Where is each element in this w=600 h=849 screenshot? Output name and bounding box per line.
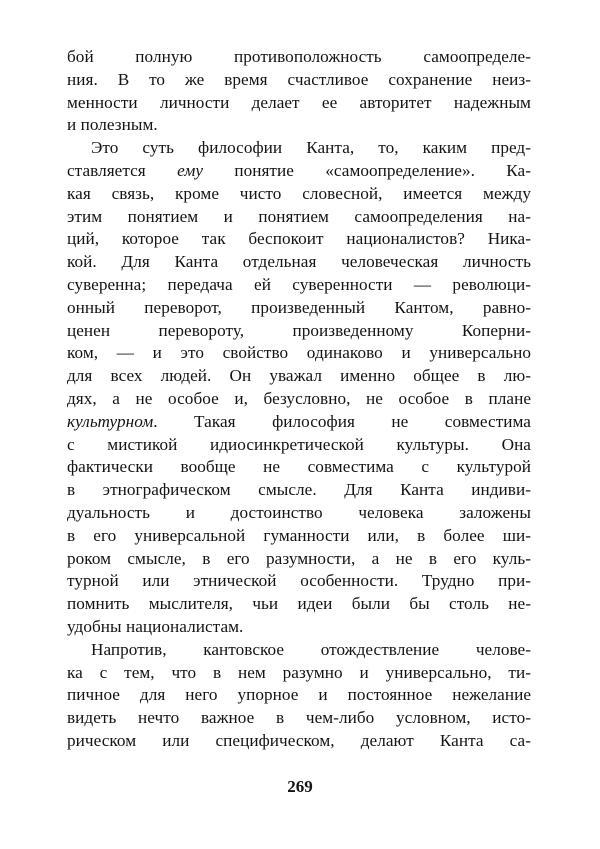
page-body (67, 46, 531, 753)
page-number: 269 (287, 777, 313, 796)
text-line: фактически вообще не совместима с культурой (67, 457, 531, 477)
text-line: турной или этнической особенности. Трудно при- (67, 571, 531, 591)
text-line: Напротив, кантовское отождествление челове- (91, 639, 531, 659)
text-line: помнить мыслителя, чьи идеи были бы столь не- (67, 594, 531, 614)
text-line: видеть нечто важное в чем-либо условном, исто- (67, 708, 531, 728)
emphasis: культурном (67, 411, 154, 431)
text-line: с мистикой идиосинкретической культуры. Она (67, 434, 531, 454)
text-line: ния. В то же время счастливое сохранение неиз- (67, 69, 531, 89)
text-line: пичное для него упорное и постоянное нежелание (67, 685, 531, 705)
text-line: онный переворот, произведенный Кантом, равно- (67, 297, 531, 317)
text-line: суверенна; передача ей суверенности — революци- (67, 274, 531, 294)
text-line: дуальность и достоинство человека заложены (67, 502, 531, 522)
text-line: кая связь, кроме чисто словесной, имеется между (67, 183, 531, 203)
text-line: удобны националистам. (67, 616, 244, 636)
text-line: менности личности делает ее авторитет надежным (67, 92, 531, 112)
paragraph-3 (67, 639, 531, 753)
text-line: для всех людей. Он уважал именно общее в лю- (67, 366, 531, 386)
text-line: в его универсальной гуманности или, в более ши- (67, 525, 531, 545)
text-line: ций, которое так беспокоит националистов? Ника- (67, 229, 531, 249)
text-line: этим понятием и понятием самоопределения на- (67, 206, 531, 226)
text-line: ка с тем, что в нем разумно и универсально, ти- (67, 662, 531, 682)
text-line: бой полную противоположность самоопределе- (67, 47, 531, 66)
text-line: и полезным. (67, 115, 158, 135)
text-line: роком смысле, в его разумности, а не в его куль- (67, 548, 531, 568)
text-line: дях, а не особое и, безусловно, не особое в плане (67, 388, 531, 408)
text-line: рическом или специфическом, делают Канта са- (67, 730, 531, 750)
text-line: ценен перевороту, произведенному Коперни- (67, 320, 531, 340)
text-line: в этнографическом смысле. Для Канта индиви- (67, 480, 531, 500)
text-line: Это суть философии Канта, то, каким пред- (91, 138, 531, 158)
text-line: ком, — и это свойство одинаково и универсально (67, 343, 531, 363)
paragraph-1 (67, 46, 531, 137)
paragraph-2 (67, 137, 531, 639)
text-line: культурном. Такая философия не совместима (67, 411, 531, 431)
text-line: ставляется ему понятие «самоопределение». Ка- (67, 160, 531, 180)
emphasis: ему (177, 160, 204, 180)
text-line: кой. Для Канта отдельная человеческая личность (67, 252, 531, 272)
